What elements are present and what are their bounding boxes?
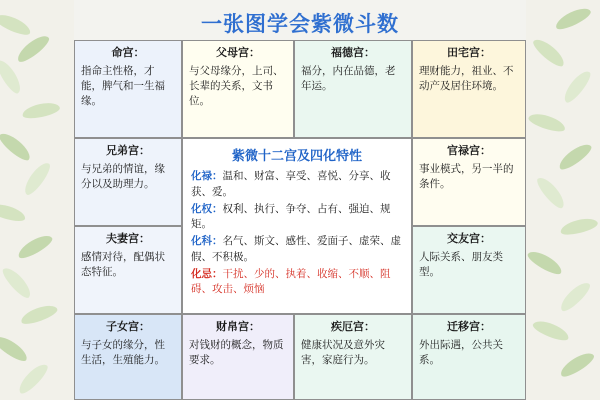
page-title: 一张图学会紫微斗数: [201, 13, 399, 36]
palace-header: 福德宫：: [331, 47, 375, 59]
huaji-label: 化忌：: [191, 267, 223, 280]
center-four-transformations-panel: [182, 138, 412, 314]
palace-body: 指命主性格，才能，脾气和一生福缘。: [81, 64, 165, 108]
palace-body: 与兄弟的情谊，缘分以及助理力。: [81, 162, 165, 191]
palace-body: 事业模式，另一半的条件。: [419, 162, 514, 191]
palace-header: 命宫：: [111, 47, 145, 59]
palace-cell-zinv-gong[interactable]: [74, 314, 182, 400]
palace-header: 交友宫：: [447, 233, 491, 245]
center-line-huaquan: [191, 202, 403, 234]
palace-body: 人际关系、朋友类型。: [419, 250, 503, 279]
center-title: 紫微十二宫及四化特性: [231, 148, 362, 163]
palace-cell-tianzhai-gong[interactable]: [412, 40, 526, 138]
hualu-label: 化禄：: [191, 170, 223, 182]
palace-header: 迁移宫：: [447, 321, 491, 333]
palace-cell-caibo-gong[interactable]: [182, 314, 294, 400]
palace-cell-fude-gong[interactable]: [294, 40, 412, 138]
palace-body: 理财能力，祖业、不动产及居住环境。: [419, 64, 514, 93]
palace-header: 兄弟宫：: [106, 145, 150, 157]
decorative-leaves-right: [526, 0, 600, 400]
palace-header: 夫妻宫：: [106, 233, 150, 245]
palace-cell-xiongdi-gong[interactable]: [74, 138, 182, 226]
center-line-huake: [191, 234, 403, 266]
palace-cell-ming-gong[interactable]: [74, 40, 182, 138]
huaji-text: 干扰、少的、执着、收缩、不顺、阻碍、攻击、烦恼: [191, 267, 391, 296]
huake-label: 化科：: [191, 235, 223, 247]
palace-body: 福分，内在品德，老年运。: [301, 64, 396, 93]
palace-body: 外出际遇，公共关系。: [419, 338, 503, 367]
palace-body: 与子女的缘分，性生活，生殖能力。: [81, 338, 165, 367]
huake-text: 名气、斯文、感性、爱面子、虚荣、虚假、不积极。: [191, 235, 401, 263]
twelve-palace-grid: [74, 40, 526, 400]
palace-cell-guanlu-gong[interactable]: [412, 138, 526, 226]
palace-body: 对钱财的概念，物质要求。: [189, 338, 284, 367]
palace-body: 健康状况及意外灾害，家庭行为。: [301, 338, 385, 367]
palace-header: 子女宫：: [106, 321, 150, 333]
hualu-text: 温和、财富、享受、喜悦、分享、收获、爱。: [191, 170, 391, 198]
decorative-leaves-left: [0, 0, 74, 400]
palace-cell-qianyi-gong[interactable]: [412, 314, 526, 400]
palace-cell-jie-gong[interactable]: [294, 314, 412, 400]
center-line-hualu: [191, 169, 403, 201]
palace-header: 田宅宫：: [447, 47, 491, 59]
palace-header: 疾厄宫：: [331, 321, 375, 333]
palace-header: 财帛宫：: [216, 321, 260, 333]
palace-cell-jiaoyou-gong[interactable]: [412, 226, 526, 314]
huaquan-label: 化权：: [191, 202, 223, 215]
palace-body: 感情对待，配偶状态特征。: [81, 250, 165, 279]
palace-cell-fumu-gong[interactable]: [182, 40, 294, 138]
palace-header: 父母宫：: [216, 47, 260, 59]
palace-body: 与父母缘分，上司、长辈的关系，文书位。: [189, 64, 284, 108]
palace-cell-fuqi-gong[interactable]: [74, 226, 182, 314]
center-line-huaji: [191, 267, 403, 299]
palace-header: 官禄宫：: [447, 145, 491, 157]
huaquan-text: 权利、执行、争夺、占有、强迫、规矩。: [191, 202, 391, 231]
